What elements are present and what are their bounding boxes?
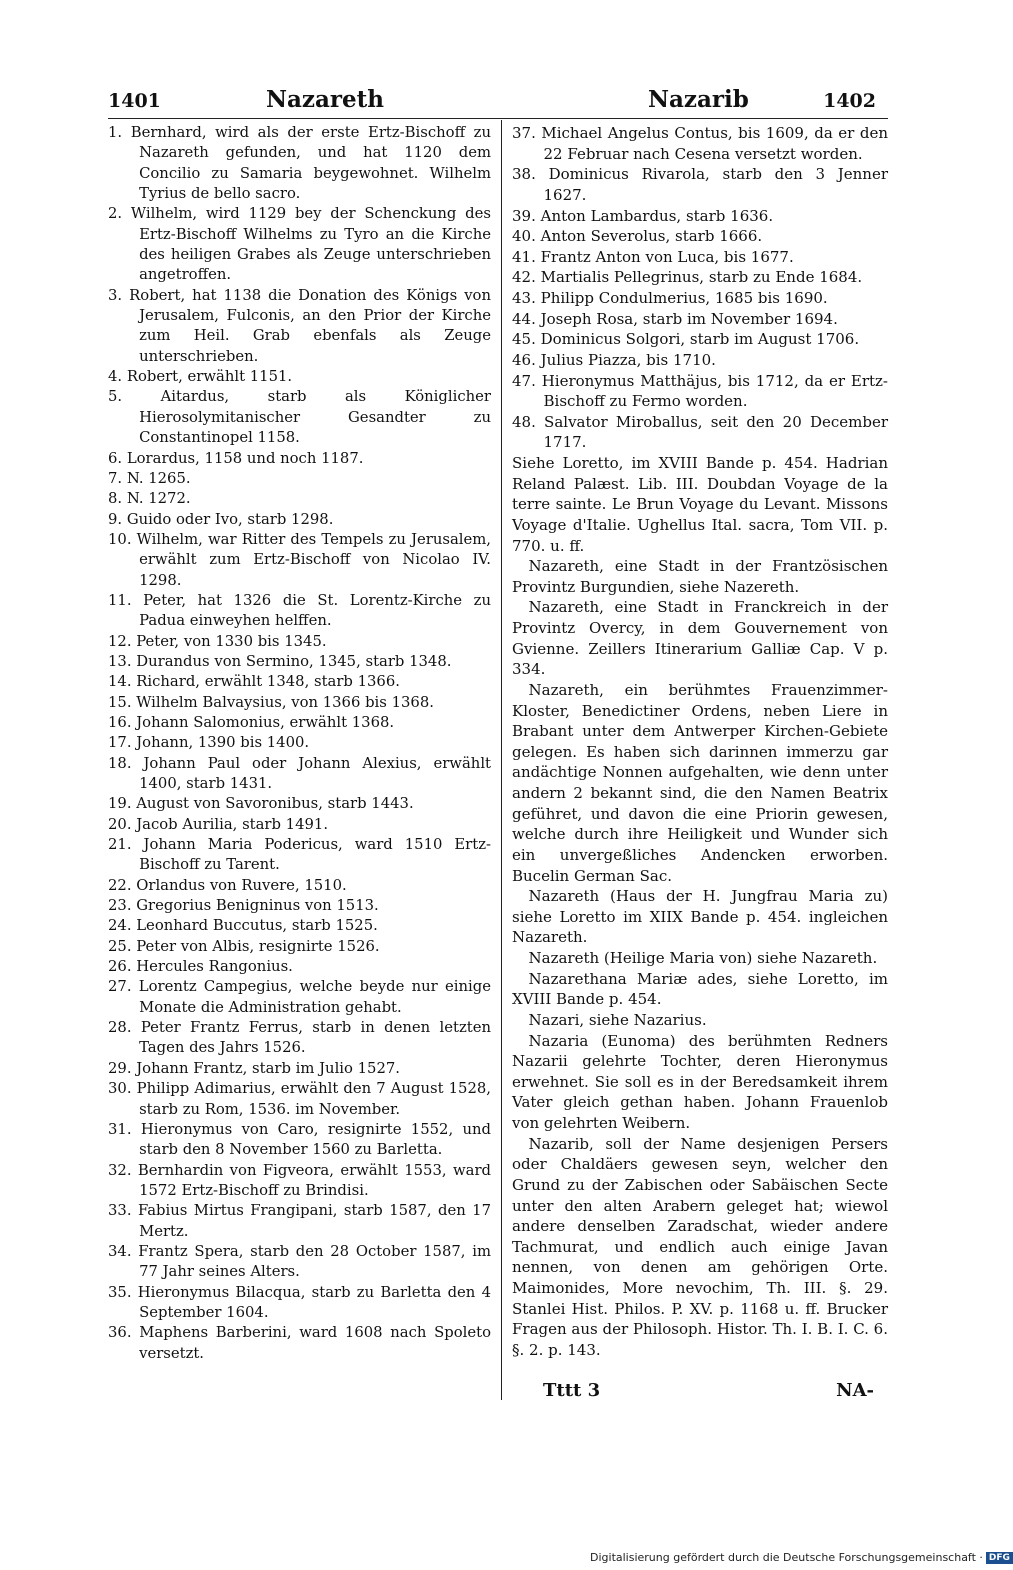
list-item: 46. Julius Piazza, bis 1710. — [512, 350, 716, 369]
list-item: 3. Robert, hat 1138 die Donation des Königs von Jerusalem, Fulconis, an den Prior der Kirche zum Heil. Grab ebenfals als Zeuge unterschrieben. — [108, 286, 491, 365]
list-item: 20. Jacob Aurilia, starb 1491. — [108, 815, 329, 833]
page-number-left: 1401 — [108, 90, 161, 112]
digitization-credit — [590, 1551, 1010, 1564]
list-item: 30. Philipp Adimarius, erwählt den 7 August 1528, starb zu Rom, 1536. im November. — [108, 1080, 491, 1118]
list-item: 36. Maphens Barberini, ward 1608 nach Spoleto versetzt. — [108, 1324, 491, 1362]
list-item: 32. Bernhardin von Figveora, erwählt 1553, ward 1572 Ertz-Bischoff zu Brindisi. — [108, 1161, 491, 1199]
book-page — [108, 80, 888, 1500]
list-item: 9. Guido oder Ivo, starb 1298. — [108, 510, 334, 528]
list-item: 48. Salvator Miroballus, seit den 20 December 1717. — [512, 412, 888, 452]
page-footer — [108, 1378, 888, 1408]
list-item: 42. Martialis Pellegrinus, starb zu Ende 1684. — [512, 268, 863, 287]
catchword: NA- — [836, 1380, 874, 1401]
list-item: 33. Fabius Mirtus Frangipani, starb 1587, den 17 Mertz. — [108, 1202, 491, 1240]
list-item: 26. Hercules Rangonius. — [108, 958, 293, 976]
dictionary-entry: Nazareth (Haus der H. Jungfrau Maria zu) siehe Loretto im XIIX Bande p. 454. ingleichen Nazareth. — [512, 887, 888, 947]
list-item: 27. Lorentz Campegius, welche beyde nur einige Monate die Administration gehabt. — [108, 978, 491, 1016]
list-item: 39. Anton Lambardus, starb 1636. — [512, 206, 774, 225]
list-item: 40. Anton Severolus, starb 1666. — [512, 227, 763, 246]
list-item: 23. Gregorius Benigninus von 1513. — [108, 897, 379, 915]
list-item: 18. Johann Paul oder Johann Alexius, erwählt 1400, starb 1431. — [108, 754, 491, 792]
dictionary-entry: Nazareth, eine Stadt in der Frantzösischen Provintz Burgundien, siehe Nazereth. — [512, 557, 888, 596]
list-item: 28. Peter Frantz Ferrus, starb in denen letzten Tagen des Jahrs 1526. — [108, 1019, 491, 1057]
column-divider — [501, 120, 502, 1400]
page-number-right: 1402 — [823, 90, 876, 112]
dictionary-entry: Nazarethana Mariæ ades, siehe Loretto, im XVIII Bande p. 454. — [512, 969, 888, 1009]
list-item: 5. Aitardus, starb als Königlicher Hierosolymitanischer Gesandter zu Constantinopel 1158. — [108, 388, 491, 447]
list-item: 35. Hieronymus Bilacqua, starb zu Barletta den 4 September 1604. — [108, 1283, 491, 1321]
list-item: 14. Richard, erwählt 1348, starb 1366. — [108, 673, 400, 691]
reference-paragraph: Siehe Loretto, im XVIII Bande p. 454. Hadrian Reland Palæst. Lib. III. Doubdan Voyage de la terre sainte. Le Brun Voyage du Levant. Missons Voyage d'Italie. Ughellus Ital. sacra, Tom VII. p. 770. u. ff. — [512, 454, 888, 555]
list-item: 16. Johann Salomonius, erwählt 1368. — [108, 713, 395, 731]
signature-mark: Tttt 3 — [543, 1380, 601, 1401]
list-item: 34. Frantz Spera, starb den 28 October 1587, im 77 Jahr seines Alters. — [108, 1242, 491, 1281]
credit-text: Digitalisierung gefördert durch die Deutsche Forschungsgemeinschaft · — [590, 1551, 983, 1564]
list-item: 47. Hieronymus Matthäjus, bis 1712, da er Ertz-Bischoff zu Fermo worden. — [512, 371, 888, 411]
running-title-left: Nazareth — [266, 86, 384, 113]
list-item: 37. Michael Angelus Contus, bis 1609, da er den 22 Februar nach Cesena versetzt worden. — [512, 124, 888, 163]
header-rule — [108, 118, 888, 119]
list-item: 12. Peter, von 1330 bis 1345. — [108, 632, 327, 650]
dictionary-entry: Nazaria (Eunoma) des berühmten Redners Nazarii gelehrte Tochter, deren Hieronymus erwehnet. Sie soll es in der Beredsamkeit ihrem Vater gleich gethan haben. Johann Frauenlob von gelehrten Weibern. — [512, 1031, 888, 1132]
dictionary-entry: Nazari, siehe Nazarius. — [528, 1010, 707, 1029]
list-item: 43. Philipp Condulmerius, 1685 bis 1690. — [512, 289, 828, 307]
list-item: 29. Johann Frantz, starb im Julio 1527. — [108, 1059, 401, 1077]
dictionary-entry: Nazarib, soll der Name desjenigen Persers oder Chaldäers gewesen seyn, welcher den Grund zu der Zabischen oder Sabäischen Secte unter den alten Arabern geleget hat; wiewol andere denselben Zaradschat, wieder andere Tachmurat, und endlich auch einige Javan nennen, von denen am gehörigen Orte. Maimonides, More nevochim, Th. III. §. 29. Stanlei Hist. Philos. P. XV. p. 1168 u. ff. Brucker Fragen aus der Philosoph. Histor. Th. I. B. I. C. 6. §. 2. p. 143. — [512, 1134, 888, 1359]
list-item: 4. Robert, erwählt 1151. — [108, 368, 293, 386]
dfg-logo: DFG — [986, 1552, 1013, 1564]
list-item: 19. August von Savoronibus, starb 1443. — [108, 795, 414, 813]
list-item: 41. Frantz Anton von Luca, bis 1677. — [512, 247, 794, 266]
list-item: 17. Johann, 1390 bis 1400. — [108, 734, 310, 752]
running-title-right: Nazarib — [648, 86, 749, 113]
list-item: 44. Joseph Rosa, starb im November 1694. — [512, 309, 838, 328]
list-item: 7. N. 1265. — [108, 469, 191, 487]
list-item: 15. Wilhelm Balvaysius, von 1366 bis 1368. — [108, 693, 434, 711]
dictionary-entry: Nazareth (Heilige Maria von) siehe Nazareth. — [528, 949, 878, 967]
list-item: 22. Orlandus von Ruvere, 1510. — [108, 876, 347, 894]
dictionary-entry: Nazareth, ein berühmtes Frauenzimmer-Kloster, Benedictiner Ordens, neben Liere in Brabant unter dem Antwerper Kirchen-Gebiete gelegen. Es haben sich darinnen immerzu gar andächtige Nonnen aufgehalten, wie denn unter andern 2 bekannt sind, die den Namen Beatrix geführet, und davon die eine Priorin gewesen, welche durch ihre Heiligkeit und Wunder sich ein unvergeßliches Andencken erworben. Bucelin German Sac. — [512, 680, 888, 885]
list-item: 10. Wilhelm, war Ritter des Tempels zu Jerusalem, erwählt zum Ertz-Bischoff von Nicolao IV. 1298. — [108, 530, 491, 589]
list-item: 11. Peter, hat 1326 die St. Lorentz-Kirche zu Padua einweyhen helffen. — [108, 591, 491, 630]
running-header — [108, 80, 888, 116]
list-item: 25. Peter von Albis, resignirte 1526. — [108, 937, 380, 955]
dictionary-entry: Nazareth, eine Stadt in Franckreich in der Provintz Overcy, in dem Gouvernement von Gvienne. Zeillers Itinerarium Galliæ Cap. V p. 334. — [512, 598, 888, 679]
list-item: 8. N. 1272. — [108, 490, 191, 508]
list-item: 31. Hieronymus von Caro, resignirte 1552, und starb den 8 November 1560 zu Barletta. — [108, 1120, 491, 1159]
list-item: 6. Lorardus, 1158 und noch 1187. — [108, 449, 364, 467]
list-item: 2. Wilhelm, wird 1129 bey der Schenckung des Ertz-Bischoff Wilhelms zu Tyro an die Kirche des heiligen Grabes als Zeuge unterschrieben angetroffen. — [108, 205, 491, 284]
list-item: 24. Leonhard Buccutus, starb 1525. — [108, 917, 378, 935]
list-item: 1. Bernhard, wird als der erste Ertz-Bischoff zu Nazareth gefunden, und hat 1120 dem Concilio zu Samaria beygewohnet. Wilhelm Tyrius de bello sacro. — [108, 124, 491, 203]
right-column — [512, 123, 888, 1361]
list-item: 13. Durandus von Sermino, 1345, starb 1348. — [108, 652, 452, 670]
left-column — [108, 123, 491, 1364]
list-item: 38. Dominicus Rivarola, starb den 3 Jenner 1627. — [512, 165, 888, 204]
list-item: 45. Dominicus Solgori, starb im August 1706. — [512, 330, 860, 349]
list-item: 21. Johann Maria Podericus, ward 1510 Ertz-Bischoff zu Tarent. — [108, 836, 491, 874]
